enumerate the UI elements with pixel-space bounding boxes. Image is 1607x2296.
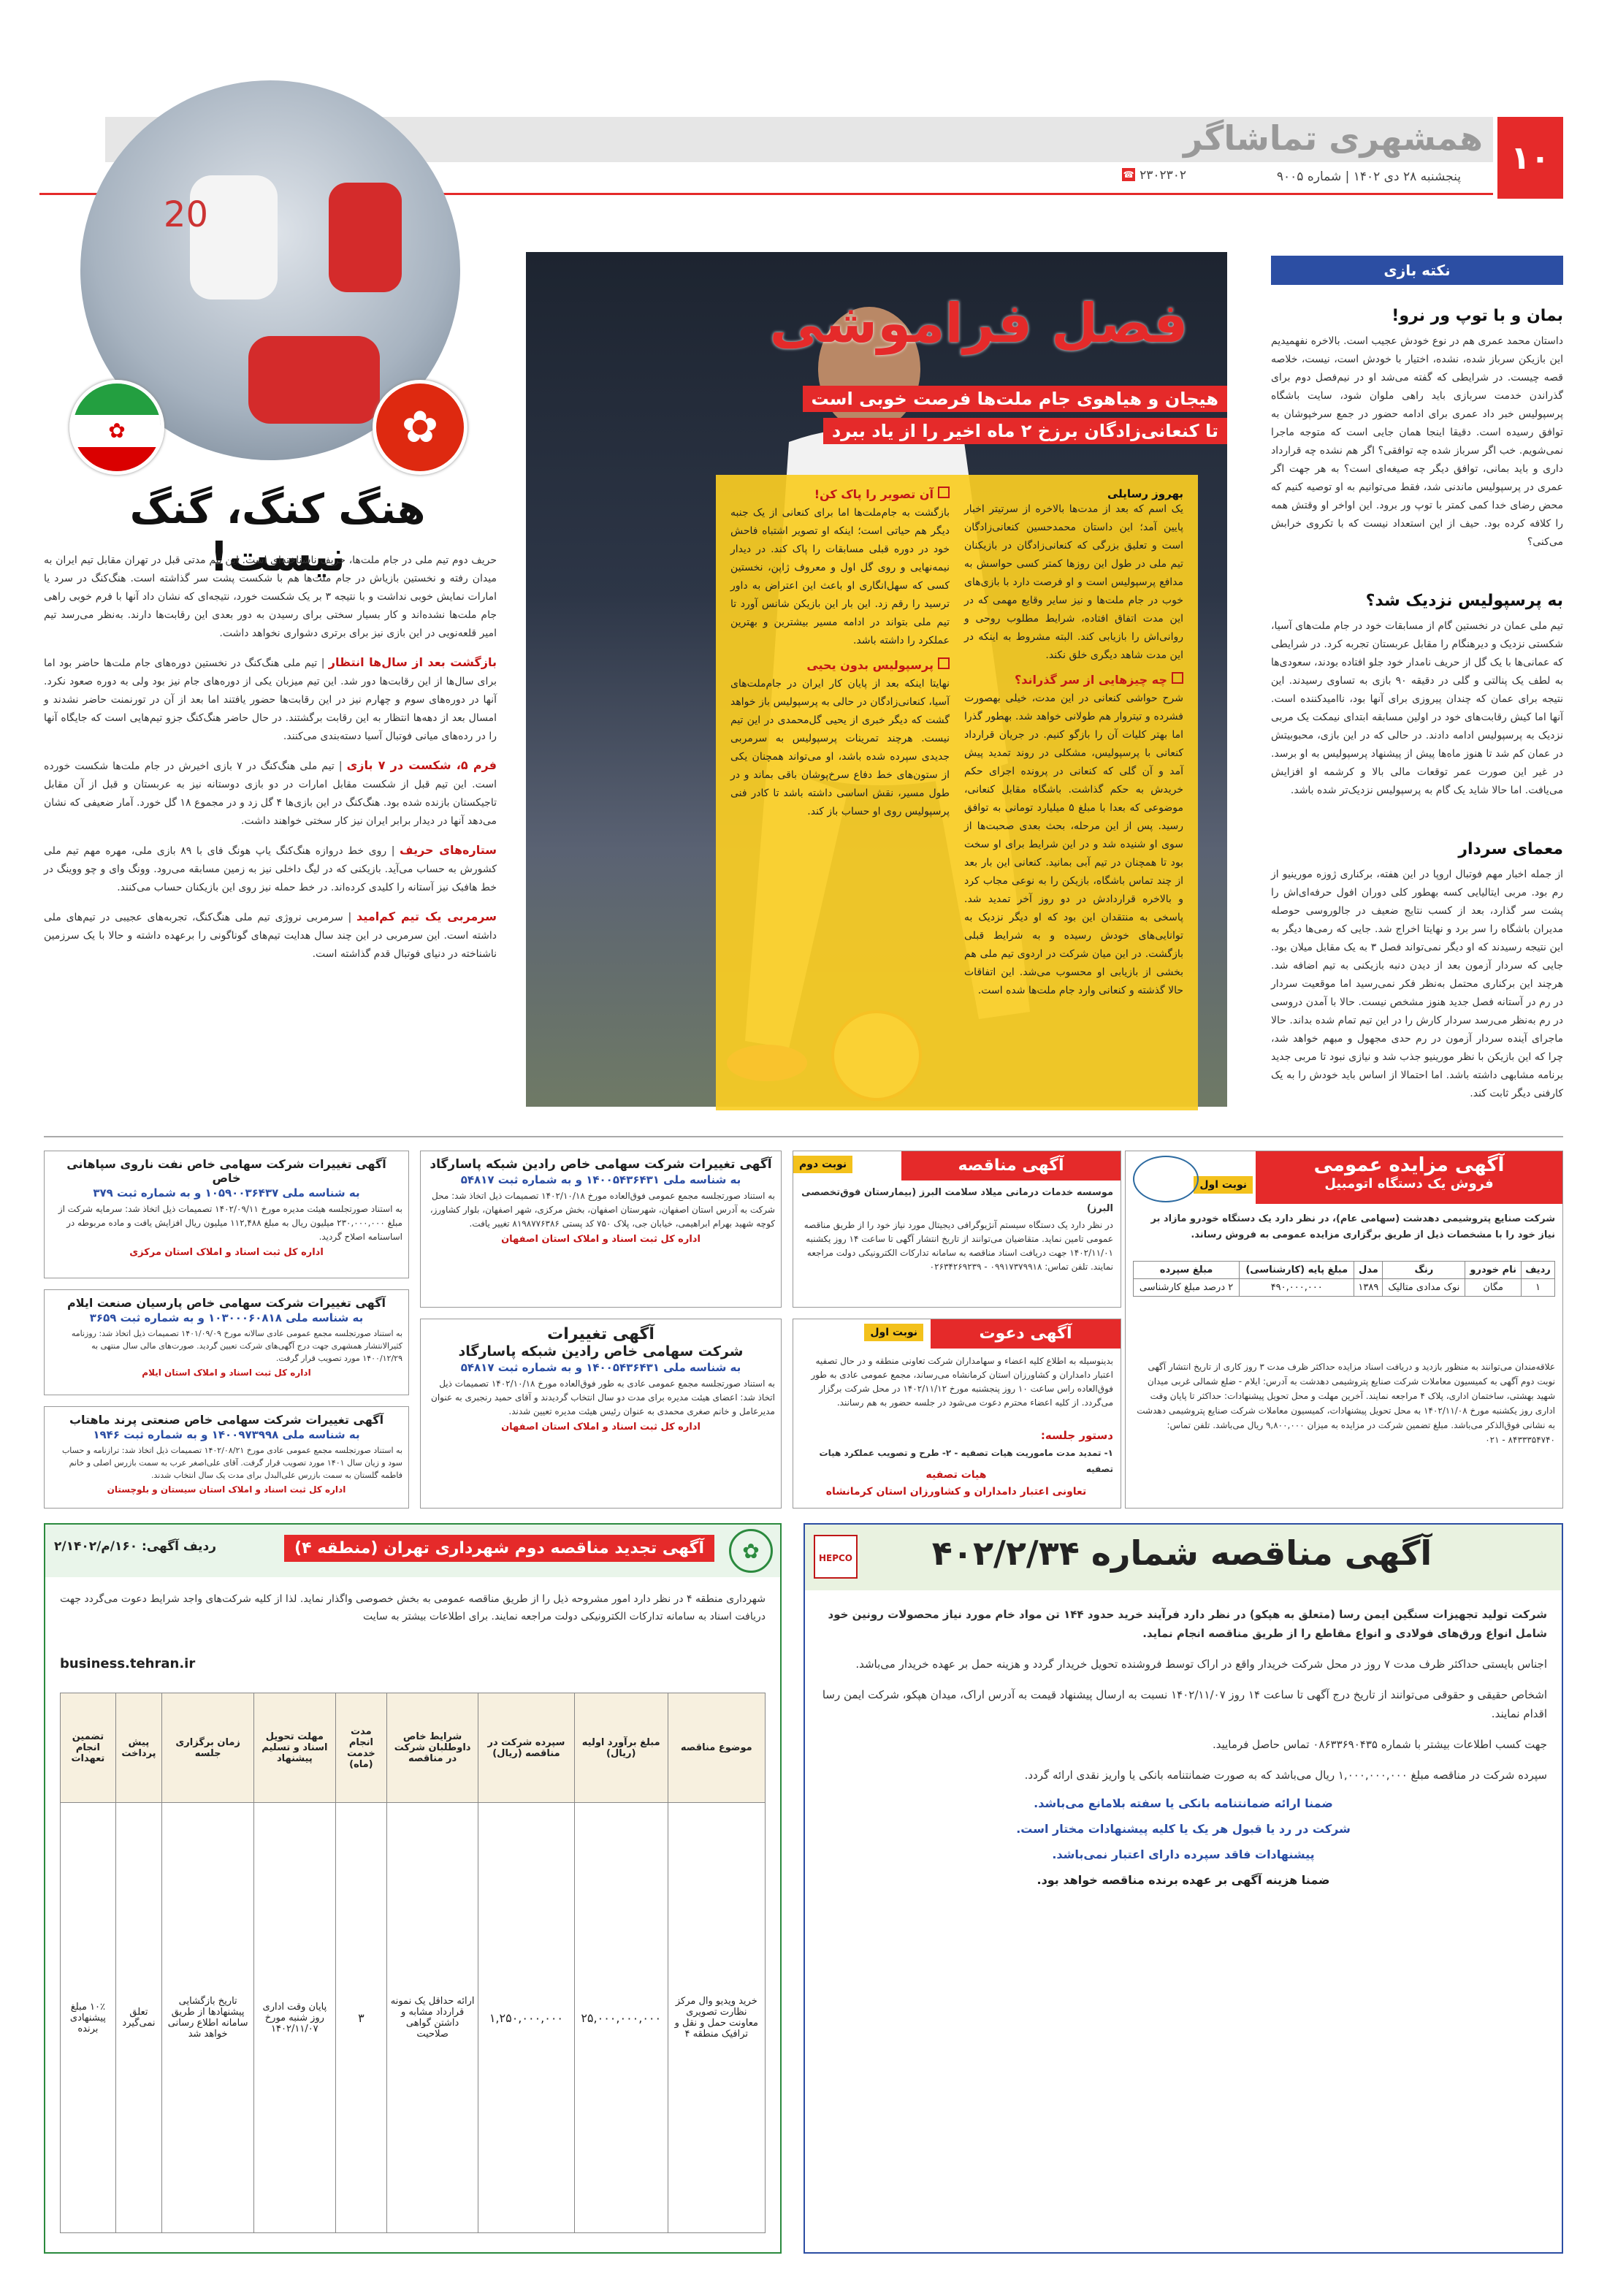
change-body: به استناد صورتجلسه مجمع عمومی فوق‌العاده مورخ ۱۴۰۲/۱۰/۱۸ تصمیمات ذیل اتخاذ شد: محل شرکت به آدرس استان اصفهان، شهرستان اصفهان، بخش مرکزی، شهر اصفهان، بلوار کشاورز، کوچه شهید بهرام ابراهیمی، خیابان جی، پلاک ۷۵۰ کد پستی ۸۱۹۸۷۷۶۳۸۶ تغییر یافت.: [430, 1191, 775, 1229]
tender-badge: نوبت دوم: [793, 1156, 852, 1173]
hepco-logo-icon: HEPCO: [814, 1535, 858, 1579]
auction-subtitle: فروش یک دستگاه اتومبیل: [1324, 1176, 1494, 1191]
sidebar-item: [1271, 307, 1563, 552]
hepco-lines: [820, 1605, 1547, 1899]
invite-agenda-title: دستور جلسه:: [1040, 1429, 1113, 1442]
table-header: مبلغ پایه (کارشناسی): [1240, 1262, 1354, 1279]
invite-badge: نوبت اول: [864, 1324, 923, 1341]
table-header: زمان برگزاری جلسه: [162, 1693, 254, 1803]
feature-body: بازگشت به جام‌ملت‌ها اما برای کنعانی از یک جنبه دیگر هم حیاتی است؛ اینکه او تصویر اشتباه فاحش خود در دوره قبلی مسابقات را پاک کند. در دیدار نیمه‌نهایی و روی گل اول و معروف ژاپن، نخستین کسی که سهل‌انگاری او باعث این اعتراض به داور ترسید را رقم زد. این بار این بازیکن شانس آورد تا تیم ملی بتواند در ادامه مسیر بیشترین و بهترین عملکرد را داشته باشد.: [730, 507, 950, 647]
tehran-title-bar: [45, 1525, 780, 1577]
sidebar-item-title: بمان و با توپ ور نرو!: [1392, 307, 1563, 325]
table-header: مدل: [1354, 1262, 1383, 1279]
feature-section-title: آن تصویر را پاک کن!: [730, 487, 950, 501]
hongkong-section-title: بازگشت بعد از سال‌ها انتظار: [328, 655, 497, 669]
tender-title: آگهی مناقصه: [901, 1151, 1121, 1181]
tender-org: موسسه خدمات درمانی میلاد سلامت البرز (بیمارستان فوق‌تخصصی البرز): [801, 1187, 1113, 1214]
sidebar-item-body: تیم ملی عمان در نخستین گام از مسابقات خود در جام ملت‌های آسیا، شکستی نزدیک و دیرهنگام را مقابل عربستان تجربه کرد. در شرایطی که عمانی‌ها با یک گل از حریف نامدار خود جلو افتاده بودند، سعودی‌ها به لطف یک پنالتی و گلی در دقیقه ۹۰ بازی به تساوی رسیدند. این نتیجه برای عمان که چندان پیروزی برای آنها بود، ناامیدکننده است. آنها اما کیش رقابت‌های خود در اولین مسابقه ابتدای نیمکت یک مربی نزدیک به پرسپولیس ادامه دادند. در حالی که در این بازی، محبوبیتش در عمان کم شد تا هنوز ماه‌ها پیش از پیشنهاد پرسپولیس به او برسد. در غیر این صورت عمر توقعات مالی بالا و کرشمه او افزایش می‌یافت. اما حالا شاید یک گام به پرسپولیس نزدیک‌تر شده باشد.: [1271, 620, 1564, 796]
checkbox-icon: [1172, 672, 1183, 684]
hepco-ad: [804, 1523, 1563, 2254]
masthead-logo: همشهری تماشاگر: [1183, 118, 1483, 158]
tehran-title: آگهی تجدید مناقصه دوم شهرداری تهران (منطقه ۴): [284, 1535, 714, 1562]
hepco-line: اشخاص حقیقی و حقوقی می‌توانند از تاریخ درج آگهی تا ساعت ۱۴ روز ۱۴۰۲/۱۱/۰۷ نسبت به ارسال پیشنهاد قیمت به آدرس اراک، میدان هپکو، شرکت ایمن رسا اقدام نمایند.: [822, 1688, 1547, 1720]
table-header: تضمین انجام تعهدات: [61, 1693, 116, 1803]
feature-section-title: پرسپولیس بدون یحیی: [730, 657, 950, 672]
change-ad: [44, 1406, 409, 1509]
change-reg: به شناسه ملی ۱۴۰۰۵۴۳۶۴۳۱ و به شماره ثبت ۵۴۸۱۷: [460, 1173, 741, 1186]
change-body: به استناد صورتجلسه هیئت مدیره مورخ ۱۴۰۲/۰۹/۱۱ تصمیمات ذیل اتخاذ شد: سرمایه شرکت از مبلغ ۲۳۰,۰۰۰,۰۰۰ میلیون ریال به مبلغ ۱۱۲,۴۸۸ میلیون ریال افزایش یافت و ماده مربوطه در اساسنامه اصلاح گردید.: [58, 1204, 402, 1242]
change-body: به استناد صورتجلسه مجمع عمومی عادی مورخ ۱۴۰۲/۰۸/۲۱ تصمیمات ذیل اتخاذ شد: ترازنامه و حساب سود و زیان سال ۱۴۰۱ مورد تصویب قرار گرفت. آقای علی‌اصغر عرب به سمت بازرس اصلی و خانم فاطمه گلستان به سمت بازرس علی‌البدل برای مدت یک سال انتخاب شدند.: [61, 1446, 402, 1480]
hongkong-section: فرم ۵، شکست در ۷ بازی | تیم ملی هنگ‌کنگ در ۷ بازی اخیرش در جام ملت‌ها شکست خورده است. این تیم قبل از شکست مقابل امارات در دو بازی دوستانه نیز به عربستان و قبل از آن مقابل تاجیکستان بازنده شده بود. هنگ‌کنگ در این بازی‌ها ۴ گل زد و در مجموع ۱۸ گل خورد. آمار ضعیفی که نشان می‌دهد آنها در دیدار برابر ایران نیز کار سختی خواهند داشت.: [44, 758, 497, 827]
hepco-title-bar: [805, 1525, 1562, 1590]
change-office: اداره کل ثبت اسناد و املاک استان اصفهان: [501, 1234, 701, 1245]
tehran-intro: شهرداری منطقه ۴ در نظر دارد امور مشروحه ذیل را از طریق مناقصه عمومی به بخش خصوصی واگذار نماید. لذا از کلیه شرکت‌های واجد شرایط دعوت می‌گردد جهت دریافت اسناد به سامانه تدارکات الکترونیکی دولت مراجعه نمایند. برای اطلاعات بیشتر به سایت: [60, 1593, 766, 1622]
change-office: اداره کل ثبت اسناد و املاک استان ایلام: [142, 1368, 311, 1378]
sidebar-kicker: نکته بازی: [1271, 256, 1563, 285]
auction-title-bar: [1256, 1151, 1562, 1204]
change-ad: [420, 1151, 782, 1308]
table-header: موضوع مناقصه: [668, 1693, 765, 1803]
hongkong-section: ستاره‌های حریف | روی خط دروازه هنگ‌کنگ یاپ هونگ فای با ۸۹ بازی ملی، مهره مهم تیم ملی کشورش به حساب می‌آید. بازیکنی که در لیگ داخلی نیز به زمین مسابقه می‌رود. وونگ وای و چو ووینگ در خط هافبک نیز آستانه را کلیدی کرده‌اند. در خط حمله نیز روی این بازیکنان حساب می‌کنند.: [44, 843, 497, 893]
tehran-table: [60, 1693, 766, 2233]
change-ad: [44, 1151, 409, 1278]
svg-text:20: 20: [163, 194, 208, 235]
change-title: آگهی تغییرات شرکت سهامی خاص پارسیان صنعت ایلام: [66, 1296, 386, 1310]
hepco-line: شرکت در رد یا قبول هر یک یا کلیه پیشنهادات مختار است.: [1016, 1822, 1351, 1836]
hepco-line: سپرده شرکت در مناقصه مبلغ ۱,۰۰۰,۰۰۰,۰۰۰ ریال می‌باشد که به صورت ضمانتنامه بانکی یا واریز نقدی ارائه گردد.: [1024, 1769, 1547, 1782]
change-title: آگهی تغییرات شرکت سهامی خاص رادین شبکه پاسارگاد: [430, 1157, 772, 1172]
auction-title: آگهی مزایده عمومی: [1313, 1154, 1505, 1176]
hongkong-intro: حریف دوم تیم ملی در جام ملت‌ها، حریف ناشناخته‌ای است. این تیم مدتی قبل در تهران مقابل تیم ایران به میدان رفته و نخستین بازیاش در جام ملت‌ها هم با شکست پشت سر گذاشته است. هنگ‌کنگ در سرد یا امارات نمایش خوبی نداشت و با نتیجه ۳ بر یک شکست خورد، نتیجه‌ای که نشان داد آنها با فرم خوبی راهی جام ملت‌ها نشده‌اند و کار بسیار سختی برای رسیدن به دور بعدی این رقابت‌ها دارند. به‌نظر می‌رسد تیم امیر قلعه‌نویی در این بازی نیز برای برتری دشواری نخواهد داشت.: [44, 554, 497, 639]
change-org: شرکت سهامی خاص رادین شبکه پاسارگاد: [458, 1343, 744, 1359]
table-header: مهلت تحویل اسناد و تسلیم پیشنهاد: [254, 1693, 335, 1803]
change-reg: به شناسه ملی ۱۰۳۰۰۰۶۰۸۱۸ و به شماره ثبت ۳۶۵۹: [89, 1311, 364, 1324]
sidebar-item-title: به پرسپولیس نزدیک شد؟: [1365, 592, 1563, 610]
invite-signature: هیات تصفیه: [925, 1469, 987, 1481]
change-title: آگهی تغییرات شرکت سهامی خاص صنعتی پرند ماهتاب: [69, 1413, 384, 1427]
hepco-line: پیشنهادات فاقد سپرده دارای اعتبار نمی‌باشد.: [1052, 1847, 1315, 1861]
feature-textbox: [716, 475, 1198, 1110]
change-body: به استناد صورتجلسه مجمع عمومی عادی سالانه مورخ ۱۴۰۱/۰۹/۰۹ تصمیمات ذیل اتخاذ شد: روزنامه کثیرالانتشار همشهری جهت درج آگهی‌های شرکت تعیین گردید. صورت‌های مالی سال منتهی به ۱۴۰۰/۱۲/۲۹ مورد تصویب قرار گرفت.: [71, 1329, 402, 1363]
feature-col-right: [964, 487, 1183, 1000]
section-divider: [44, 1136, 1563, 1137]
feature-body: شرح حواشی کنعانی در این مدت، خیلی بهصورت فشرده و تیتروار هم طولانی خواهد شد. بهطور گذرا اما بهتر کلیات آن را بازگو کنیم. در جریان قرارداد کنعانی با پرسپولیس، مشکلی در روند تمدید پیش آمد و آن گلی که کنعانی در پرونده اجرای حکم خریدش به حکم گذاشت. باشگاه مقابل کنعانی، موضوعی که بعدا با مبلغ ۵ میلیارد تومانی به توافق رسید. پس از این مرحله، بحث بعدی صحبت‌ها از سوی او شنیده شد و در این شرایط برای او سخت بود تا همچنان در تیم آبی بمانید. کنعانی این بار بعد از چند تماس باشگاه، بازیکن را به نوعی مجاب کرد و بالاخره قراردادش در دو روز آخر تمدید شد. پاسخی به منتقدان این بود که او دیگر نزدیک به توانایی‌های خودش رسیده و به شرایط قبلی بازگشت. در این میان شرکت در اردوی تیم ملی هم بخشی از بازیابی او محسوب می‌شد. این اتفاقات حالا گذشته و کنعانی وارد جام ملت‌ها شده است.: [964, 693, 1183, 996]
tehran-ad: [44, 1523, 782, 2254]
table-header: رنگ: [1383, 1262, 1465, 1279]
invite-agenda: ۱- تمدید مدت ماموریت هیات تصفیه - ۲- طرح و تصویب عملکرد هیات تصفیه: [819, 1448, 1113, 1474]
checkbox-icon: [938, 487, 950, 498]
invite-title: آگهی دعوت: [931, 1319, 1121, 1349]
invite-body: بدینوسیله به اطلاع کلیه اعضاء و سهامداران شرکت تعاونی منطقه و در حال تصفیه اعتبار دامداران و کشاورزان استان کرمانشاه می‌رساند، مجمع عمومی عادی به طور فوق‌العاده راس ساعت ۱۰ روز پنجشنبه مورخ ۱۴۰۲/۱۱/۱۲ در محل شرکت برگزار می‌گردد. از کلیه اعضاء محترم دعوت می‌شود در جلسه حضور به هم رسانند.: [811, 1356, 1113, 1408]
change-ad: [420, 1319, 782, 1509]
petrochemical-logo-icon: [1133, 1156, 1199, 1202]
hongkong-article: [44, 552, 497, 964]
table-header: ردیف: [1522, 1262, 1555, 1279]
invite-ad: [793, 1319, 1121, 1509]
hepco-line: ضمنا ارائه ضمانتنامه بانکی یا سفته بلامانع می‌باشد.: [1034, 1796, 1333, 1810]
page-number: ۱۰: [1497, 117, 1563, 199]
change-reg: به شناسه ملی ۱۴۰۰۵۴۳۶۴۳۱ و به شماره ثبت ۵۴۸۱۷: [460, 1361, 741, 1374]
feature-headline: فصل فراموشی: [769, 292, 1188, 355]
hepco-title: آگهی مناقصه شماره ۴۰۲/۲/۳۴: [931, 1533, 1432, 1573]
feature-section-title: چه چیزهایی از سر گذراند؟: [964, 672, 1183, 687]
sidebar-item-body: داستان محمد عمری هم در نوع خودش عجیب است. بالاخره نفهمیدیم این بازیکن سرباز شده، نشده، اختیار با خودش است، نیست، خلاصه قصه چیست. در شرایطی که گفته می‌شد او در نیم‌فصل دوم برای گذراندن خدمت سربازی باید راهی ملوان شود، سایت باشگاه پرسپولیس خبر داد عمری برای ادامه حضور در جمع سرخپوشان به توافق رسیده است. دقیقا اینجا همان جایی است که متوجه ماجرا نمی‌شویم. خب اگر سرباز شده چه توافقی؟ اگر هم نشده چه قرارداد داری و باید بمانی، توافق دیگر چه صیغه‌ای است؟ به هر جهت اگر عمری در پرسپولیس ماندنی شد، فقط می‌توانیم به او توصیه کنیم که محض رضای خدا کمی کمتر با توپ ور برود. این اواخر او وقتش همه را کلافه کرده بود. حیف از این استعداد نیست که با تکروی خرابش می‌کنی؟: [1271, 335, 1563, 548]
change-reg: به شناسه ملی ۱۴۰۰۹۷۳۹۹۸ و به شماره ثبت ۱۹۴۶: [93, 1428, 360, 1441]
feature-subtitle-line: هیجان و هیاهوی جام ملت‌ها فرصت خوبی است: [803, 386, 1228, 412]
table-row: خرید ویدیو وال مرکز نظارت تصویری معاونت حمل و نقل و ترافیک منطقه ۴ ۲۵,۰۰۰,۰۰۰,۰۰۰ ۱,۲۵۰,۰۰۰,۰۰۰ ارائه حداقل یک نمونه قرارداد مشابه و داشتن گواهی صلاحیت ۳ پایان وقت اداری روز شنبه مورخ ۱۴۰۲/۱۱/۰۷ تاریخ بازگشایی پیشنهادها از طریق سامانه اطلاع رسانی خواهد شد تعلق نمی‌گیرد ۱۰٪ مبلغ پیشنهادی برنده: [61, 1803, 766, 2233]
change-office: اداره کل ثبت اسناد و املاک استان اصفهان: [501, 1422, 701, 1433]
feature-subtitle-line: تا کنعانی‌زادگان برزخ ۲ ماه اخیر را از یاد ببرد: [823, 418, 1227, 444]
invite-signature: تعاونی اعتبار دامداران و کشاورزان استان کرمانشاه: [825, 1486, 1087, 1498]
auction-body: علاقه‌مندان می‌توانند به منظور بازدید و دریافت اسناد مزایده حداکثر ظرف مدت ۳ روز کاری از تاریخ انتشار آگهی نوبت دوم آگهی به کمیسیون معاملات شرکت صنایع پتروشیمی دهدشت به آدرس: ایلام - ضلع شمالی غربی میدان شهید بهشتی، ساختمان اداری، پلاک ۴ مراجعه نمایند. آخرین مهلت و محل تحویل پیشنهادات: حداکثر تا پایان وقت اداری روز یکشنبه مورخ ۱۴۰۲/۱۱/۰۸ به محل تحویل پیشنهادات، کمیسیون معاملات شرکت صنایع پتروشیمی دهدشت به نشانی فوق‌الذکر می‌باشد. مبلغ تضمین شرکت در مزایده به میزان ۹,۸۰۰,۰۰۰ ریال می‌باشد. تلفن تماس: ۸۴۳۳۳۵۴۷۴۰ - ۰۲۱: [1137, 1362, 1555, 1445]
hongkong-section-title: سرمربی یک تیم کم‌امید: [356, 909, 497, 923]
change-body: به استناد صورتجلسه مجمع عمومی عادی به طور فوق‌العاده مورخ ۱۴۰۲/۱۰/۱۸ تصمیمات ذیل اتخاذ شد: اعضای هیئت مدیره برای مدت دو سال انتخاب گردیدند و آقای حمید رنجبری به عنوان مدیرعامل و خانم صغری محمدی به عنوان رئیس هیئت مدیره تعیین شدند.: [431, 1378, 775, 1416]
hongkong-section: سرمربی یک تیم کم‌امید | سرمربی نروژی تیم ملی هنگ‌کنگ، تجربه‌های عجیبی در تیم‌های ملی داشته است. این سرمربی در این چند سال هدایت تیم‌های گوناگونی را برعهده داشته و حالا با یک سرزمین ناشناخته در دنیای فوتبال قدم گذاشته است.: [44, 909, 497, 960]
sidebar-item: [1271, 840, 1563, 1103]
table-header: مبلغ برآورد اولیه (ریال): [574, 1693, 668, 1803]
auction-table: [1133, 1261, 1555, 1297]
hongkong-section-title: ستاره‌های حریف: [400, 843, 497, 857]
auction-badge: نوبت اول: [1194, 1176, 1253, 1194]
table-header: مبلغ سپرده: [1134, 1262, 1240, 1279]
table-header: پیش پرداخت: [115, 1693, 161, 1803]
municipality-logo-icon: ✿: [729, 1529, 773, 1573]
table-header: سپرده شرکت در مناقصه (ریال): [478, 1693, 575, 1803]
iran-flag-icon: ✿: [69, 380, 164, 475]
hongkong-section-title: فرم ۵، شکست در ۷ بازی: [346, 758, 497, 772]
table-header: نام خودرو: [1465, 1262, 1522, 1279]
checkbox-icon: [938, 657, 950, 669]
sidebar-column: [1271, 256, 1563, 1103]
sidebar-item-body: از جمله اخبار مهم فوتبال اروپا در این هفته، برکناری ژوزه مورینیو از رم بود. مربی ایتالیایی کسه بهطور کلی دوران افول حرفه‌ای‌اش را پشت سر گذارد، بعد از کسب نتایج ضعیف در جالوروسی حوصله مدیران باشگاه را سر برد و نهایتا اخراج شد. جایی که رمی‌ها دیگر به این نتیجه رسیدند که او دیگر نمی‌تواند فصل ۳ به یک مقابل میلان بود. جایی که سردار آزمون بعد از دیدن دنبه بازیکنی به تیم اضافه شد. هرچند این برکناری محتمل به‌نظر فکر نمی‌رسید اما موقعیت سردار در رم در آستانه فصل جدید هنوز مشخص نیست. حالا با آمدن دروسی در رم به‌نظر می‌رسد سردار کارش را در این تیم تمام شده بداند. حالا ماجرای آینده سردار آزمون در رم حدی مجهول و مبهم خواهد شد، چرا که این بازیکن با نظر مورینیو جذب شد و نیازی نبود تا مربی جدید برنامه مشابهی داشته باشد. اما احتمالا از اساس باید خودش را به یک کارفنی دیگر ثابت کند.: [1271, 869, 1563, 1099]
tender-ad: [793, 1151, 1121, 1308]
hepco-line: اجناس بایستی حداکثر ظرف مدت ۷ روز در محل شرکت خریدار واقع در اراک توسط فروشنده تحویل خریدار گردد و هزینه حمل بر عهده خریدار می‌باشد.: [855, 1658, 1547, 1671]
change-ad: [44, 1289, 409, 1395]
feature-lead: یک اسم که بعد از مدت‌ها بالاخره از سرتیتر اخبار پایین آمد؛ این داستان محمدحسین کنعانی‌زادگان است و تعلیق بزرگی که کنعانی‌زادگان در بازیکنان تیم ملی در طول این روزها کمتر کسی حواسش به مدافع پرسپولیس است و او فرصت دارد با بازی‌های خوب در جام ملت‌ها و نیز سایر وقایع مهمی که در این مدت اتفاق افتاده، شرایط مطلوب روحی و روانی‌اش را بازیابی کند. البته مشروط به اینکه در این مدت شاهد دیگری خلق نکند.: [964, 503, 1183, 661]
phone-text: ۲۳۰۲۳۰۲: [1140, 168, 1186, 183]
auction-ad: [1125, 1151, 1563, 1509]
change-office: اداره کل ثبت اسناد و املاک استان سیستان و بلوچستان: [107, 1484, 346, 1495]
sidebar-item-title: معمای سردار: [1458, 840, 1563, 858]
hepco-line: جهت کسب اطلاعات بیشتر با شماره ۰۸۶۳۳۶۹۰۴۳۵ تماس حاصل فرمایید.: [1212, 1738, 1547, 1751]
feature-col-left: [730, 487, 950, 821]
phone-block: [1122, 168, 1186, 183]
hepco-line: ضمنا هزینه آگهی بر عهده برنده مناقصه خواهد بود.: [1037, 1873, 1330, 1887]
hepco-line: شرکت تولید تجهیزات سنگین ایمن رسا (متعلق به هپکو) در نظر دارد فرآیند خرید حدود ۱۴۴ تن مواد خام مورد نیاز محصولات رونین خود شامل انواع ورق‌های فولادی و انواع مقاطع را از طریق مناقصه انجام نماید.: [828, 1608, 1547, 1640]
feature-subtitle: [730, 386, 1227, 444]
table-row: ۱ مگان نوک مدادی متالیک ۱۳۸۹ ۴۹۰,۰۰۰,۰۰۰ ۲ درصد مبلغ کارشناسی: [1134, 1279, 1555, 1297]
hongkong-flag-icon: ✿: [373, 380, 467, 475]
feature-byline: بهروز رسایلی: [1107, 487, 1183, 500]
tender-body: در نظر دارد یک دستگاه سیستم آنژیوگرافی دیجیتال مورد نیاز خود را از طریق مناقصه عمومی تامین نماید. متقاضیان می‌توانند از تاریخ انتشار آگهی تا ساعت ۱۴ روز یکشنبه ۱۴۰۲/۱۱/۰۱ جهت دریافت اسناد مناقصه به سامانه تدارکات الکترونیکی دولت مراجعه نمایند. تلفن تماس: ۰۹۹۱۷۳۷۹۹۱۸ - ۰۲۶۳۴۲۶۹۲۳۹: [804, 1220, 1113, 1272]
phone-icon: ☎: [1123, 169, 1134, 180]
feature-body: نهایتا اینکه بعد از پایان کار ایران در جام‌ملت‌های آسیا، کنعانی‌زادگان در حالی به پرسپولیس باز خواهد گشت که دیگر خبری از یحیی گل‌محمدی در این تیم نیست. هرچند تمرینات پرسپولیس به سرمربی جدیدی سپرده شده باشد، او می‌تواند همچنان یکی از ستون‌های خط دفاع سرخ‌پوشان باقی بماند و در طول مسیر، نقش اساسی داشته باشد تا کادر فنی پرسپولیس روی او حساب باز کند.: [730, 678, 950, 817]
tehran-ref: ردیف آگهی: ۱۶۰/م/۲/۱۴۰۲: [54, 1539, 217, 1554]
issue-line: پنجشنبه ۲۸ دی ۱۴۰۲ | شماره ۹۰۰۵: [1276, 169, 1461, 184]
change-office: اداره کل ثبت اسناد و املاک استان مرکزی: [129, 1247, 324, 1258]
table-header: شرایط خاص داوطلبان شرکت در مناقصه: [387, 1693, 478, 1803]
change-title: آگهی تغییرات شرکت سهامی خاص نفت ناروی سپاهانی خاص: [66, 1157, 386, 1185]
hongkong-headline: هنگ کنگ، گنگ نیست!: [129, 486, 426, 581]
change-title: آگهی تغییرات: [547, 1325, 654, 1343]
sidebar-item: [1271, 592, 1563, 800]
hongkong-section: بازگشت بعد از سال‌ها انتظار | تیم ملی هنگ‌کنگ در نخستین دوره‌های جام ملت‌ها حاضر بود اما برای سال‌ها از این رقابت‌ها دور شد. این تیم میزبان یکی از دوره‌های جام نیز بود ولی به دوره صعود نکرد. آنها در دوره‌های سوم و چهارم نیز در این رقابت‌ها حضور یافتند اما بعد از آن در تورنمنت حاضر نشدند و امسال بعد از دهه‌ها انتظار به این رقابت برگشتند. در حال حاضر هنگ‌کنگ جزو تیم‌هایی است که جایگاه آنها را در رده‌های میانی فوتبال آسیا دسته‌بندی می‌کنند.: [44, 655, 497, 742]
table-header: مدت انجام خدمت (ماه): [335, 1693, 387, 1803]
tehran-website: business.tehran.ir: [60, 1656, 196, 1671]
auction-intro: شرکت صنایع پتروشیمی دهدشت (سهامی عام)، در نظر دارد یک دستگاه خودرو مازاد بر نیاز خود را با مشخصات ذیل از طریق برگزاری مزایده عمومی به فروش رساند.: [1150, 1213, 1555, 1240]
change-reg: به شناسه ملی ۱۰۵۹۰۰۳۶۴۳۷ و به شماره ثبت ۳۷۹: [93, 1186, 360, 1200]
